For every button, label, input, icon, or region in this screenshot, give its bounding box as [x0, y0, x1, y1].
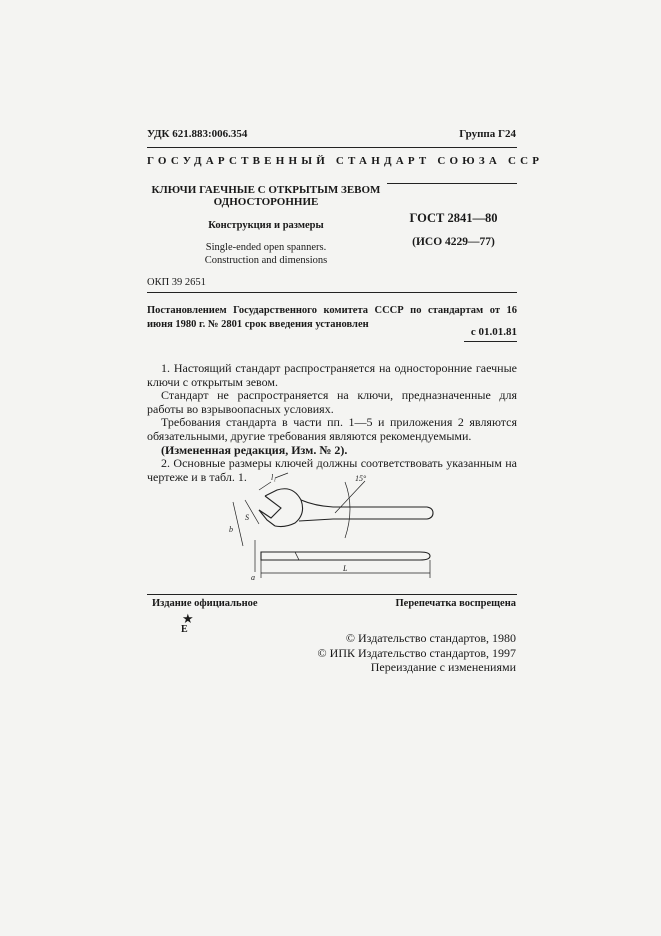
spanner-head-outline — [265, 489, 303, 527]
paragraph-2: Стандарт не распространяется на ключи, предназначенные для работы во взрывоопасных условиях. — [147, 388, 517, 416]
star-icon: ★ — [182, 611, 194, 626]
decree-date-underline — [464, 341, 517, 342]
side-view-detail — [295, 552, 299, 560]
dim-l1-ext — [275, 473, 288, 478]
edition-label: Издание официальное — [152, 598, 258, 609]
spanner-side-view — [261, 552, 430, 560]
iso-number: (ИСО 4229—77) — [412, 236, 495, 248]
spanner-handle — [299, 500, 433, 521]
decree-text: Постановлением Государственного комитета СССР по стандартам от 16 июня 1980 г. № 2801 срок введения установлен — [147, 305, 517, 330]
gost-number: ГОСТ 2841—80 — [409, 211, 498, 225]
dim-s-label: S — [245, 513, 249, 522]
header-divider — [147, 147, 517, 148]
paragraph-4-amendment: (Измененная редакция, Изм. № 2). — [161, 442, 348, 457]
copyright-1980: © Издательство стандартов, 1980 — [345, 631, 516, 645]
gost-box-top — [387, 183, 517, 184]
reprint-label: Перепечатка воспрещена — [395, 598, 516, 609]
title-line-1: КЛЮЧИ ГАЕЧНЫЕ С ОТКРЫТЫМ ЗЕВОМ — [151, 184, 381, 196]
publisher-block — [318, 631, 516, 675]
spanner-jaw-lower — [259, 510, 275, 526]
english-title — [147, 241, 385, 267]
copyright-1997: © ИПК Издательство стандартов, 1997 — [317, 645, 516, 660]
reissue-note: Переиздание с изменениями — [370, 660, 516, 674]
footer-divider — [147, 594, 517, 595]
dim-b-label: b — [229, 525, 233, 534]
angle-label: 15° — [355, 474, 367, 483]
body-text — [147, 362, 517, 484]
okp-code: ОКП 39 2651 — [147, 277, 206, 288]
decree-date: с 01.01.81 — [470, 326, 517, 338]
spanner-drawing — [215, 468, 445, 586]
okp-divider — [147, 292, 517, 293]
document-subtitle: Конструкция и размеры — [208, 220, 324, 231]
dim-l1-label: l₁ — [271, 473, 277, 482]
dim-L-label: L — [343, 564, 348, 573]
paragraph-1: 1. Настоящий стандарт распространяется на односторонние гаечные ключи с открытым зевом. — [147, 361, 517, 389]
english-title-line-2: Construction and dimensions — [204, 255, 328, 266]
dim-b-line — [233, 502, 243, 546]
paragraph-3: Требования стандарта в части пп. 1—5 и приложения 2 являются обязательными, другие требования являются рекомендуемыми. — [147, 415, 517, 443]
udc-code: УДК 621.883:006.354 — [147, 128, 248, 140]
standard-banner: ГОСУДАРСТВЕННЫЙ СТАНДАРТ СОЮЗА ССР — [147, 155, 544, 167]
title-line-2: ОДНОСТОРОННИЕ — [213, 196, 319, 208]
group-code: Группа Г24 — [459, 128, 516, 140]
paragraph-5: 2. Основные размеры ключей должны соответствовать указанным на чертеже и в табл. 1. — [147, 456, 517, 484]
dim-a-label: a — [251, 573, 255, 582]
english-title-line-1: Single-ended open spanners. — [205, 242, 327, 253]
dim-l1-line — [259, 482, 271, 490]
document-title — [147, 184, 385, 208]
e-mark: E — [181, 624, 188, 635]
angle-arc — [345, 482, 350, 538]
